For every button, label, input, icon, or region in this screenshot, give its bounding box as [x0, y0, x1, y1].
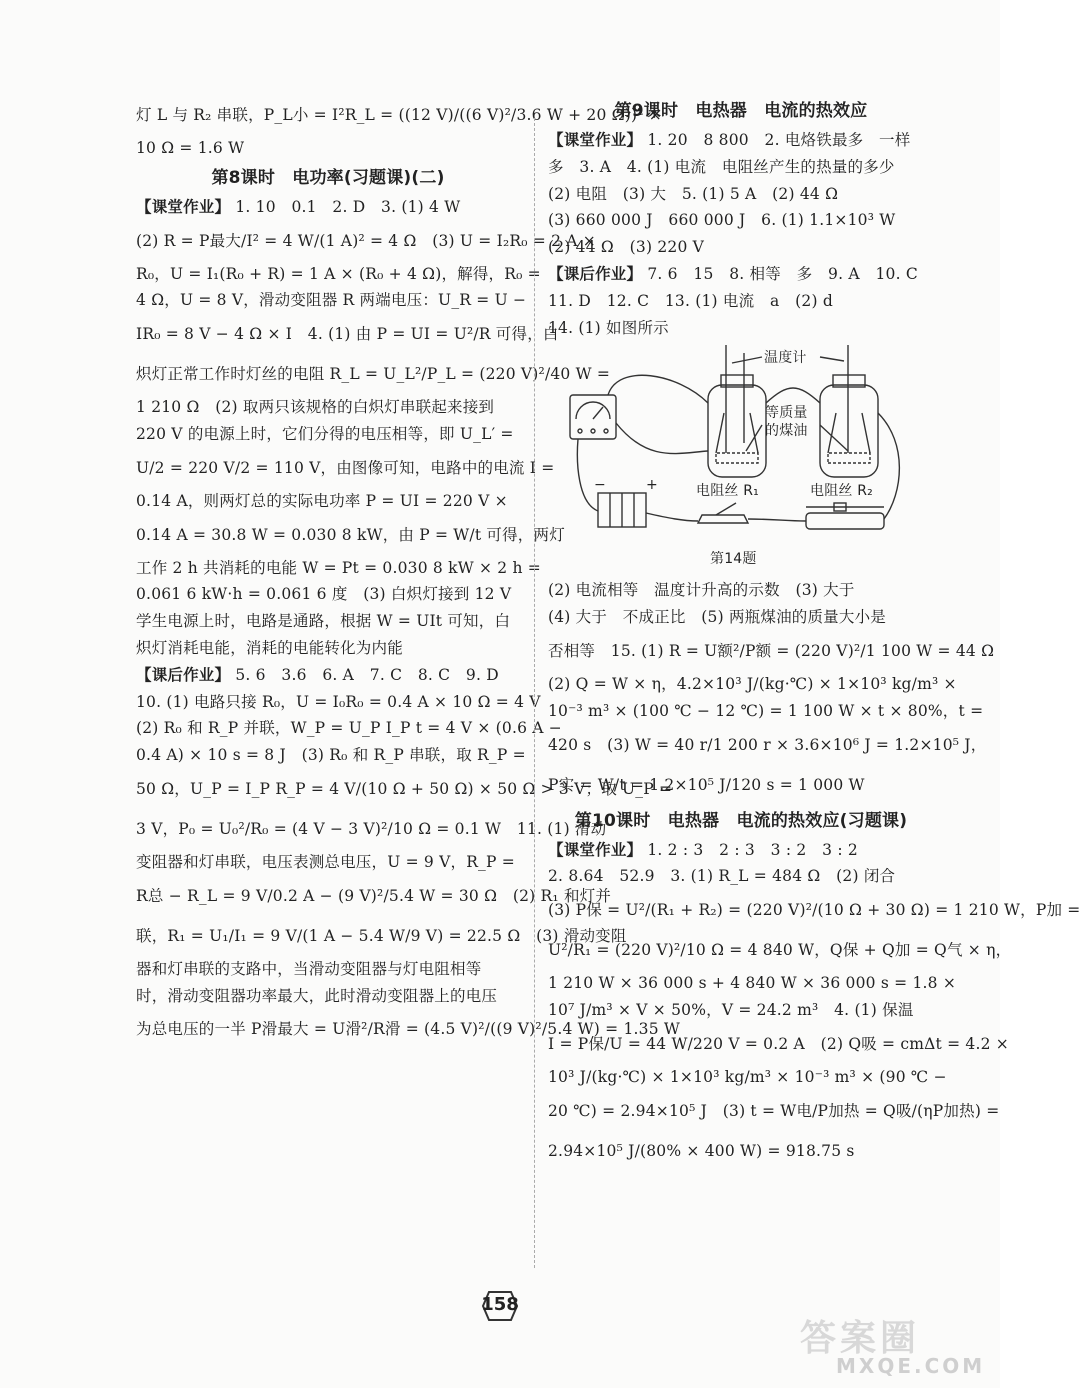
answer-line: 【课后作业】 5. 6 3.6 6. A 7. C 8. C 9. D — [136, 665, 499, 684]
answer-line: 10⁷ J/m³ × V × 50%，V = 24.2 m³ 4. (1) 保温 — [548, 1000, 914, 1019]
homework-tag: 【课后作业】 — [548, 264, 643, 283]
answer-line: 【课堂作业】 1. 10 0.1 2. D 3. (1) 4 W — [136, 197, 461, 216]
page-number-text: 158 — [481, 1294, 519, 1315]
rheostat-icon — [806, 513, 884, 529]
watermark-url: MXQE.COM — [836, 1354, 986, 1378]
classwork-tag: 【课堂作业】 — [548, 840, 643, 859]
answer-line: 变阻器和灯串联，电压表测总电压，U = 9 V，R_P = — [136, 852, 515, 871]
answer-line: 10³ J/(kg·℃) × 1×10³ kg/m³ × 10⁻³ m³ × (90 ℃ − — [548, 1067, 947, 1086]
figure-caption: 第14题 — [710, 551, 757, 568]
answer-line: 50 Ω，U_P = I_P R_P = 4 V/(10 Ω + 50 Ω) × 50 Ω > 3 V；取 U_P = — [136, 779, 673, 798]
answer-line: 【课堂作业】 1. 20 8 800 2. 电烙铁最多 一样 — [548, 131, 911, 149]
answer-line: R总 − R_L = 9 V/0.2 A − (9 V)²/5.4 W = 30 Ω (2) R₁ 和灯并 — [136, 886, 612, 905]
classwork-tag: 【课堂作业】 — [548, 131, 643, 149]
answer-line: 14. (1) 如图所示 — [548, 318, 669, 337]
answer-line: 1 210 W × 36 000 s + 4 840 W × 36 000 s = 1.8 × — [548, 974, 957, 993]
answer-line: 【课堂作业】 1. 2 : 3 2 : 3 3 : 2 3 : 2 — [548, 840, 858, 859]
answer-line: U/2 = 220 V/2 = 110 V，由图像可知，电路中的电流 I = — [136, 458, 555, 477]
oil-label-line2: 的煤油 — [765, 423, 808, 440]
answer-line: 学生电源上时，电路是通路，根据 W = UIt 可知，白 — [136, 612, 511, 631]
answer-line: IR₀ = 8 V − 4 Ω × I 4. (1) 由 P = UI = U²/R 可得，白 — [136, 325, 559, 344]
page-number — [475, 1288, 525, 1324]
answer-line: 为总电压的一半 P滑最大 = U滑²/R滑 = (4.5 V)²/((9 V)²/5.4 W) = 1.35 W — [136, 1020, 681, 1039]
answer-line: 1 210 Ω (2) 取两只该规格的白炽灯串联起来接到 — [136, 398, 495, 417]
battery-minus-label: − — [594, 477, 606, 494]
answer-line: 工作 2 h 共消耗的电能 W = Pt = 0.030 8 kW × 2 h = — [136, 558, 541, 577]
watermark — [800, 1310, 990, 1382]
answer-line: 20 ℃) = 2.94×10⁵ J (3) t = W电/P加热 = Q吸/(ηP加热) = — [548, 1101, 1000, 1120]
answer-line: (2) 电阻 (3) 大 5. (1) 5 A (2) 44 Ω — [548, 184, 839, 203]
answer-line: P实 = W/t = 1.2×10⁵ J/120 s = 1 000 W — [548, 775, 865, 794]
answer-line: 【课后作业】 7. 6 15 8. 相等 多 9. A 10. C — [548, 264, 918, 283]
answer-line: U²/R₁ = (220 V)²/10 Ω = 4 840 W，Q保 + Q加 = Q气 × η， — [548, 941, 1012, 960]
answer-line: 10 Ω = 1.6 W — [136, 139, 245, 157]
classwork-tag: 【课堂作业】 — [136, 197, 231, 216]
answer-line: 器和灯串联的支路中，当滑动变阻器与灯电阻相等 — [136, 959, 482, 978]
answer-line: (3) 660 000 J 660 000 J 6. (1) 1.1×10³ W — [548, 211, 896, 230]
switch-icon — [698, 515, 748, 523]
answer-line: 2. 8.64 52.9 3. (1) R_L = 484 Ω (2) 闭合 — [548, 867, 896, 886]
answer-line: 联，R₁ = U₁/I₁ = 9 V/(1 A − 5.4 W/9 V) = 22.5 Ω (3) 滑动变阻 — [136, 926, 627, 945]
answer-line: 0.061 6 kW·h = 0.061 6 度 (3) 白炽灯接到 12 V — [136, 585, 512, 604]
answer-line: 多 3. A 4. (1) 电流 电阻丝产生的热量的多少 — [548, 157, 895, 176]
answer-line: 0.14 A，则两灯总的实际电功率 P = UI = 220 V × — [136, 491, 508, 510]
column-divider — [534, 118, 536, 1268]
answer-line: 0.14 A = 30.8 W = 0.030 8 kW，由 P = W/t 可得，两灯 — [136, 525, 565, 544]
right-column — [548, 95, 1081, 1171]
answer-line: (4) 大于 不成正比 (5) 两瓶煤油的质量大小是 — [548, 608, 886, 627]
answer-line: 灯 L 与 R₂ 串联，P_L小 = I²R_L = ((12 V)/((6 V)²/3.6 W + 20 Ω))² × — [136, 106, 662, 124]
answer-line: (3) P保 = U²/(R₁ + R₂) = (220 V)²/(10 Ω + 30 Ω) = 1 210 W，P加 = — [548, 901, 1081, 920]
answer-line: 时，滑动变阻器功率最大，此时滑动变阻器上的电压 — [136, 986, 498, 1005]
answer-line: 0.4 A) × 10 s = 8 J (3) R₀ 和 R_P 串联，取 R_P = — [136, 746, 526, 765]
thermometer-label: 温度计 — [764, 350, 807, 367]
section-title-lesson-10: 第10课时 电热器 电流的热效应(习题课) — [574, 810, 908, 831]
answer-line: 10. (1) 电路只接 R₀，U = I₀R₀ = 0.4 A × 10 Ω = 4 V — [136, 692, 541, 711]
answer-line: 420 s (3) W = 40 r/1 200 r × 3.6×10⁶ J = 1.2×10⁵ J， — [548, 735, 987, 754]
answer-line: (2) Q = W × η，4.2×10³ J/(kg·℃) × 1×10³ kg/m³ × — [548, 674, 957, 693]
answer-line: (2) R₀ 和 R_P 并联，W_P = U_P I_P t = 4 V × (0.6 A − — [136, 719, 562, 738]
r2-label: 电阻丝 R₂ — [810, 483, 873, 500]
answer-line: (2) R = P最大/I² = 4 W/(1 A)² = 4 Ω (3) U = I₂R₀ = 2 A × — [136, 231, 596, 250]
r1-label: 电阻丝 R₁ — [696, 483, 759, 500]
section-title-lesson-8: 第8课时 电功率(习题课)(二) — [211, 167, 445, 188]
section-title-lesson-9: 第9课时 电热器 电流的热效应 — [614, 101, 868, 121]
answer-line: 10⁻³ m³ × (100 ℃ − 12 ℃) = 1 100 W × t × 80%，t = — [548, 701, 984, 720]
oil-label-line1: 等质量 — [765, 405, 808, 422]
answer-line: I = P保/U = 44 W/220 V = 0.2 A (2) Q吸 = cmΔt = 4.2 × — [548, 1034, 1009, 1053]
answer-line: 炽灯消耗电能，消耗的电能转化为内能 — [136, 638, 403, 657]
answer-line: 11. D 12. C 13. (1) 电流 a (2) d — [548, 291, 833, 310]
watermark-text: 答案圈 — [800, 1318, 921, 1359]
answer-line: 炽灯正常工作时灯丝的电阻 R_L = U_L²/P_L = (220 V)²/40 W = — [136, 365, 611, 384]
circuit-figure — [548, 343, 934, 575]
answer-line: (2) 电流相等 温度计升高的示数 (3) 大于 — [548, 581, 855, 600]
circuit-diagram — [558, 343, 918, 575]
answer-line: R₀，U = I₁(R₀ + R) = 1 A × (R₀ + 4 Ω)，解得，R₀ = — [136, 264, 541, 283]
homework-tag: 【课后作业】 — [136, 665, 231, 684]
answer-line: 220 V 的电源上时，它们分得的电压相等，即 U_L′ = — [136, 424, 514, 443]
answer-line: (2) 44 Ω (3) 220 V — [548, 238, 705, 257]
battery-plus-label: + — [646, 477, 658, 494]
answer-line: 否相等 15. (1) R = U额²/P额 = (220 V)²/1 100 W = 44 Ω — [548, 641, 995, 660]
answer-line: 4 Ω，U = 8 V，滑动变阻器 R 两端电压：U_R = U − — [136, 291, 527, 310]
answer-line: 2.94×10⁵ J/(80% × 400 W) = 918.75 s — [548, 1141, 855, 1160]
answer-line: 3 V，P₀ = U₀²/R₀ = (4 V − 3 V)²/10 Ω = 0.1 W 11. (1) 滑动 — [136, 819, 607, 838]
